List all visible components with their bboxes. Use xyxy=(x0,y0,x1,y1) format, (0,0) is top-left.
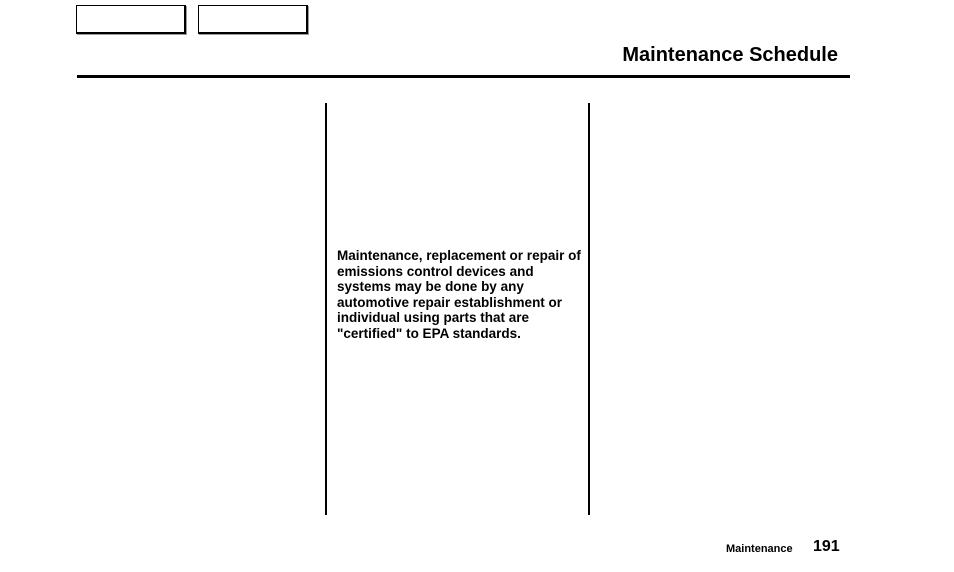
nav-button-previous[interactable] xyxy=(76,5,186,34)
page-title: Maintenance Schedule xyxy=(622,44,838,66)
emissions-maintenance-paragraph: Maintenance, replacement or repair of emissions control devices and systems may be done by any automotive repair establishment or individual using parts that are "certified" to EPA standards. xyxy=(337,248,581,341)
nav-button-next[interactable] xyxy=(198,5,308,34)
footer-page-number: 191 xyxy=(813,538,840,555)
footer-section-label: Maintenance xyxy=(726,543,793,555)
column-divider-left xyxy=(325,103,327,515)
column-divider-right xyxy=(588,103,590,515)
title-underline-rule xyxy=(77,75,850,78)
